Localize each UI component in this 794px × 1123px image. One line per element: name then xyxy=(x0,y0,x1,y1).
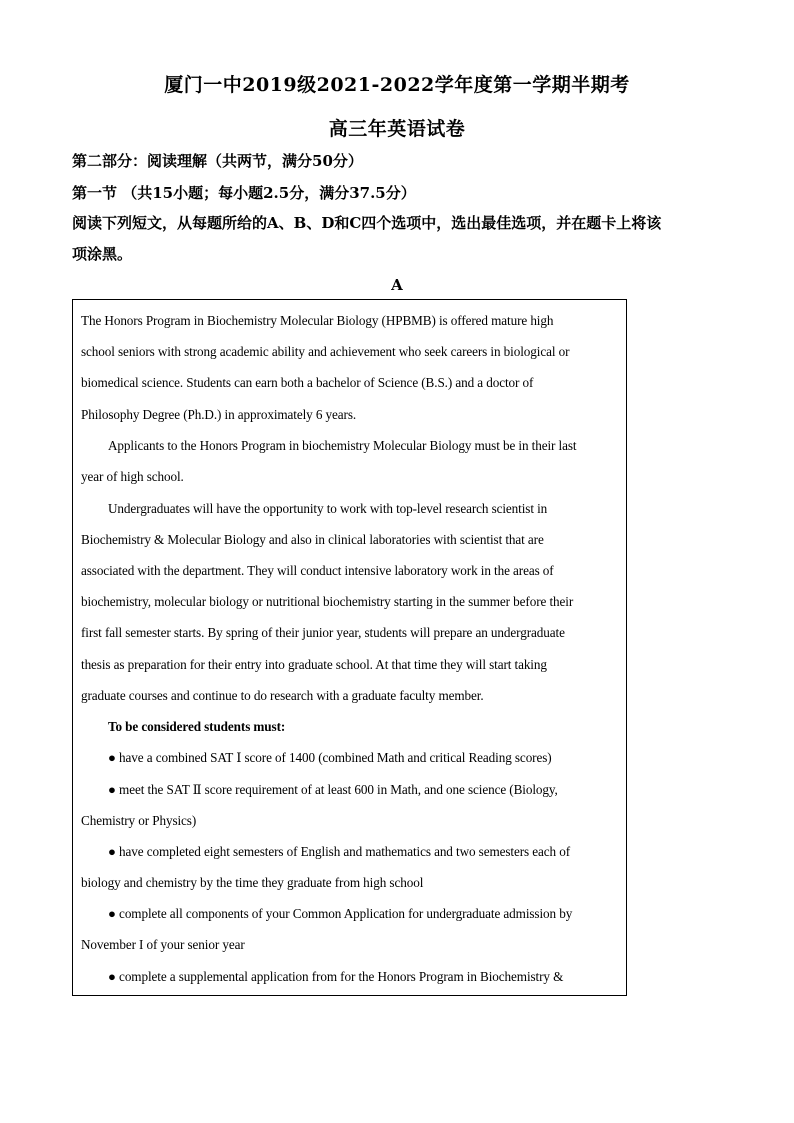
section-heading: 第二部分：阅读理解（共两节，满分50分） xyxy=(72,152,363,170)
instruction-line: 项涂黑。 xyxy=(72,245,133,263)
passage-line: Applicants to the Honors Program in biochemistry Molecular Biology must be in their last xyxy=(108,438,577,453)
subsection-heading: 第一节 （共15小题；每小题2.5分，满分37.5分） xyxy=(72,184,416,202)
passage-line: November I of your senior year xyxy=(81,937,245,952)
passage-box xyxy=(72,299,627,996)
passage-line: biology and chemistry by the time they graduate from high school xyxy=(81,875,424,890)
exam-subtitle: 高三年英语试卷 xyxy=(328,118,466,140)
passage-line: graduate courses and continue to do research with a graduate faculty member. xyxy=(81,688,484,703)
instruction-line: 阅读下列短文，从每题所给的A、B、D和C四个选项中，选出最佳选项，并在题卡上将该 xyxy=(72,214,662,232)
passage-line: thesis as preparation for their entry into graduate school. At that time they will start taking xyxy=(81,657,547,672)
passage-line: Chemistry or Physics) xyxy=(81,813,197,828)
requirement-item: ● complete all components of your Common Application for undergraduate admission by xyxy=(108,906,573,921)
requirement-item: ● meet the SAT Ⅱ score requirement of at least 600 in Math, and one science (Biology, xyxy=(108,782,558,797)
passage-line: biomedical science. Students can earn both a bachelor of Science (B.S.) and a doctor of xyxy=(81,375,534,390)
passage-line: associated with the department. They will conduct intensive laboratory work in the areas of xyxy=(81,563,554,578)
requirement-item: ● complete a supplemental application from for the Honors Program in Biochemistry & xyxy=(108,969,564,984)
requirements-heading: To be considered students must: xyxy=(108,719,286,734)
passage-line: Philosophy Degree (Ph.D.) in approximately 6 years. xyxy=(81,407,357,422)
passage-line: Biochemistry & Molecular Biology and also in clinical laboratories with scientist that are xyxy=(81,532,544,547)
passage-line: first fall semester starts. By spring of their junior year, students will prepare an undergraduate xyxy=(81,625,565,640)
requirement-item: ● have a combined SAT Ⅰ score of 1400 (combined Math and critical Reading scores) xyxy=(108,750,552,765)
passage-line: school seniors with strong academic ability and achievement who seek careers in biological or xyxy=(81,344,570,359)
exam-title: 厦门一中2019级2021-2022学年度第一学期半期考 xyxy=(164,74,630,96)
passage-line: biochemistry, molecular biology or nutritional biochemistry starting in the summer before their xyxy=(81,594,574,609)
passage-label: A xyxy=(391,276,403,294)
requirement-item: ● have completed eight semesters of English and mathematics and two semesters each of xyxy=(108,844,570,859)
passage-line: Undergraduates will have the opportunity to work with top-level research scientist in xyxy=(108,501,548,516)
passage-line: The Honors Program in Biochemistry Molecular Biology (HPBMB) is offered mature high xyxy=(81,313,554,328)
passage-line: year of high school. xyxy=(81,469,184,484)
